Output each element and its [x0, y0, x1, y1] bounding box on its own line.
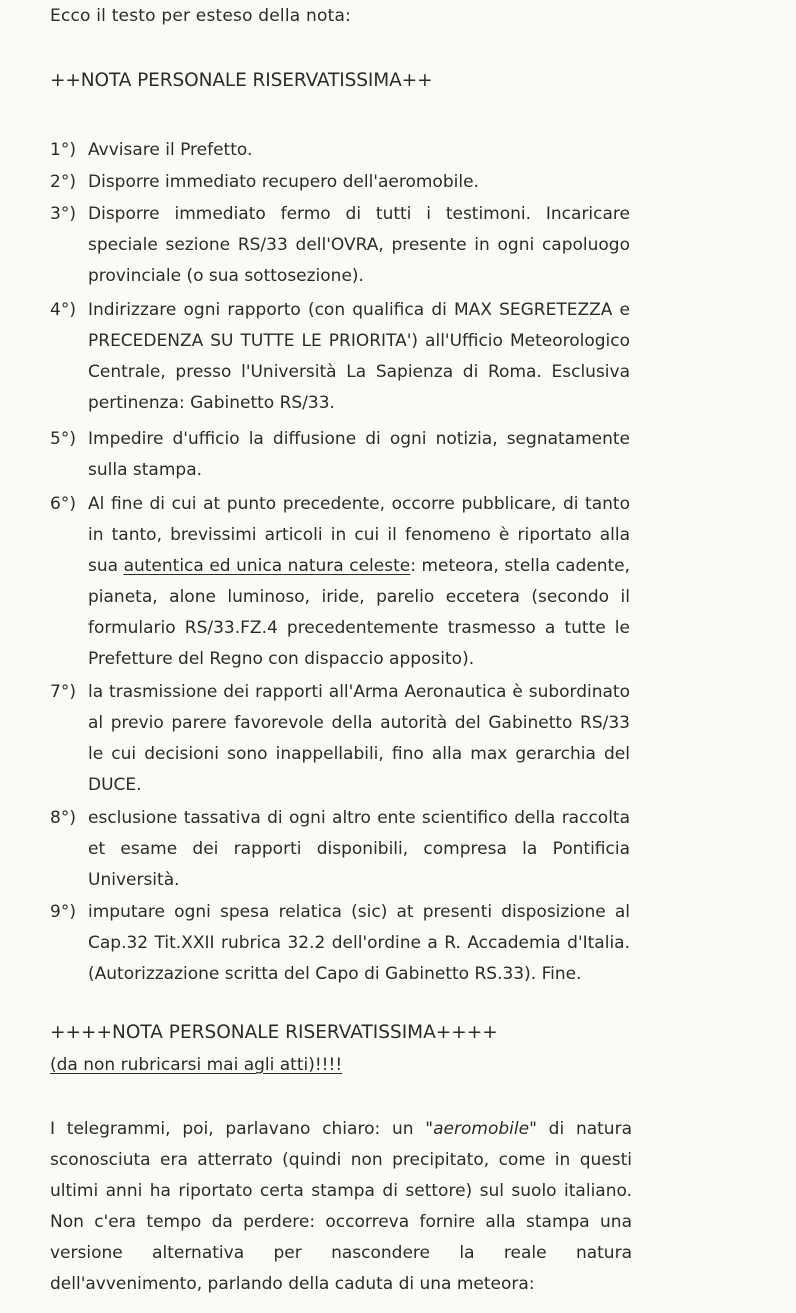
underlined-phrase: autentica ed unica natura celeste	[123, 556, 411, 576]
body-paragraph	[50, 1114, 632, 1300]
item-number: 6°)	[50, 494, 76, 514]
item-number: 7°)	[50, 682, 76, 702]
note-heading: ++NOTA PERSONALE RISERVATISSIMA++	[50, 70, 433, 91]
item-text-before: Al fine di cui at punto precedente, occorre pubblicare, di tanto in tanto, brevissimi articoli in cui il fenomeno è riportato alla sua	[88, 494, 630, 576]
intro-line: Ecco il testo per esteso della nota:	[50, 6, 351, 26]
para-before: I telegrammi, poi, parlavano chiaro: un "	[50, 1119, 434, 1139]
item-text: la trasmissione dei rapporti all'Arma Aeronautica è subordinato al previo parere favorevole della autorità del Gabinetto RS/33 le cui decisioni sono inappellabili, fino alla max gerarchia del DUCE.	[88, 682, 630, 795]
item-text-after: : meteora, stella cadente, pianeta, alone luminoso, iride, parelio eccetera (secondo il formulario RS/33.FZ.4 precedentemente trasmesso a tutte le Prefetture del Regno con dispaccio apposito).	[88, 556, 631, 669]
item-number: 4°)	[50, 300, 76, 320]
item-text	[88, 489, 630, 675]
item-number: 2°)	[50, 172, 76, 192]
item-number: 1°)	[50, 140, 76, 160]
second-note-heading: ++++NOTA PERSONALE RISERVATISSIMA++++	[50, 1022, 498, 1043]
item-text: imputare ogni spesa relatica (sic) at presenti disposizione al Cap.32 Tit.XXII rubrica 32.2 dell'ordine a R. Accademia d'Italia. (Autorizzazione scritta del Capo di Gabinetto RS.33). Fine.	[88, 902, 630, 984]
item-text: Avvisare il Prefetto.	[88, 140, 253, 160]
item-number: 8°)	[50, 808, 76, 828]
item-text: Impedire d'ufficio la diffusione di ogni notizia, segnatamente sulla stampa.	[88, 429, 630, 480]
para-after: " di natura sconosciuta era atterrato (quindi non precipitato, come in questi ultimi anni ha riportato certa stampa di settore) sul suolo italiano. Non c'era tempo da perdere: occorreva fornire alla stampa una versione alternativa per nascondere la reale natura dell'avvenimento, parlando della caduta di una meteora:	[50, 1119, 632, 1294]
item-number: 5°)	[50, 429, 76, 449]
item-text: Indirizzare ogni rapporto (con qualifica di MAX SEGRETEZZA e PRECEDENZA SU TUTTE LE PRIORITA') all'Ufficio Meteorologico Centrale, presso l'Università La Sapienza di Roma. Esclusiva pertinenza: Gabinetto RS/33.	[88, 300, 630, 413]
item-text: Disporre immediato recupero dell'aeromobile.	[88, 172, 479, 192]
item-number: 9°)	[50, 902, 76, 922]
para-italic: aeromobile	[433, 1119, 530, 1139]
item-text: Disporre immediato fermo di tutti i testimoni. Incaricare speciale sezione RS/33 dell'OVRA, presente in ogni capoluogo provinciale (o sua sottosezione).	[88, 204, 630, 286]
note-subtitle: (da non rubricarsi mai agli atti)!!!!	[50, 1055, 343, 1075]
item-text: esclusione tassativa di ogni altro ente scientifico della raccolta et esame dei rapporti disponibili, compresa la Pontificia Università.	[88, 808, 630, 890]
item-number: 3°)	[50, 204, 76, 224]
